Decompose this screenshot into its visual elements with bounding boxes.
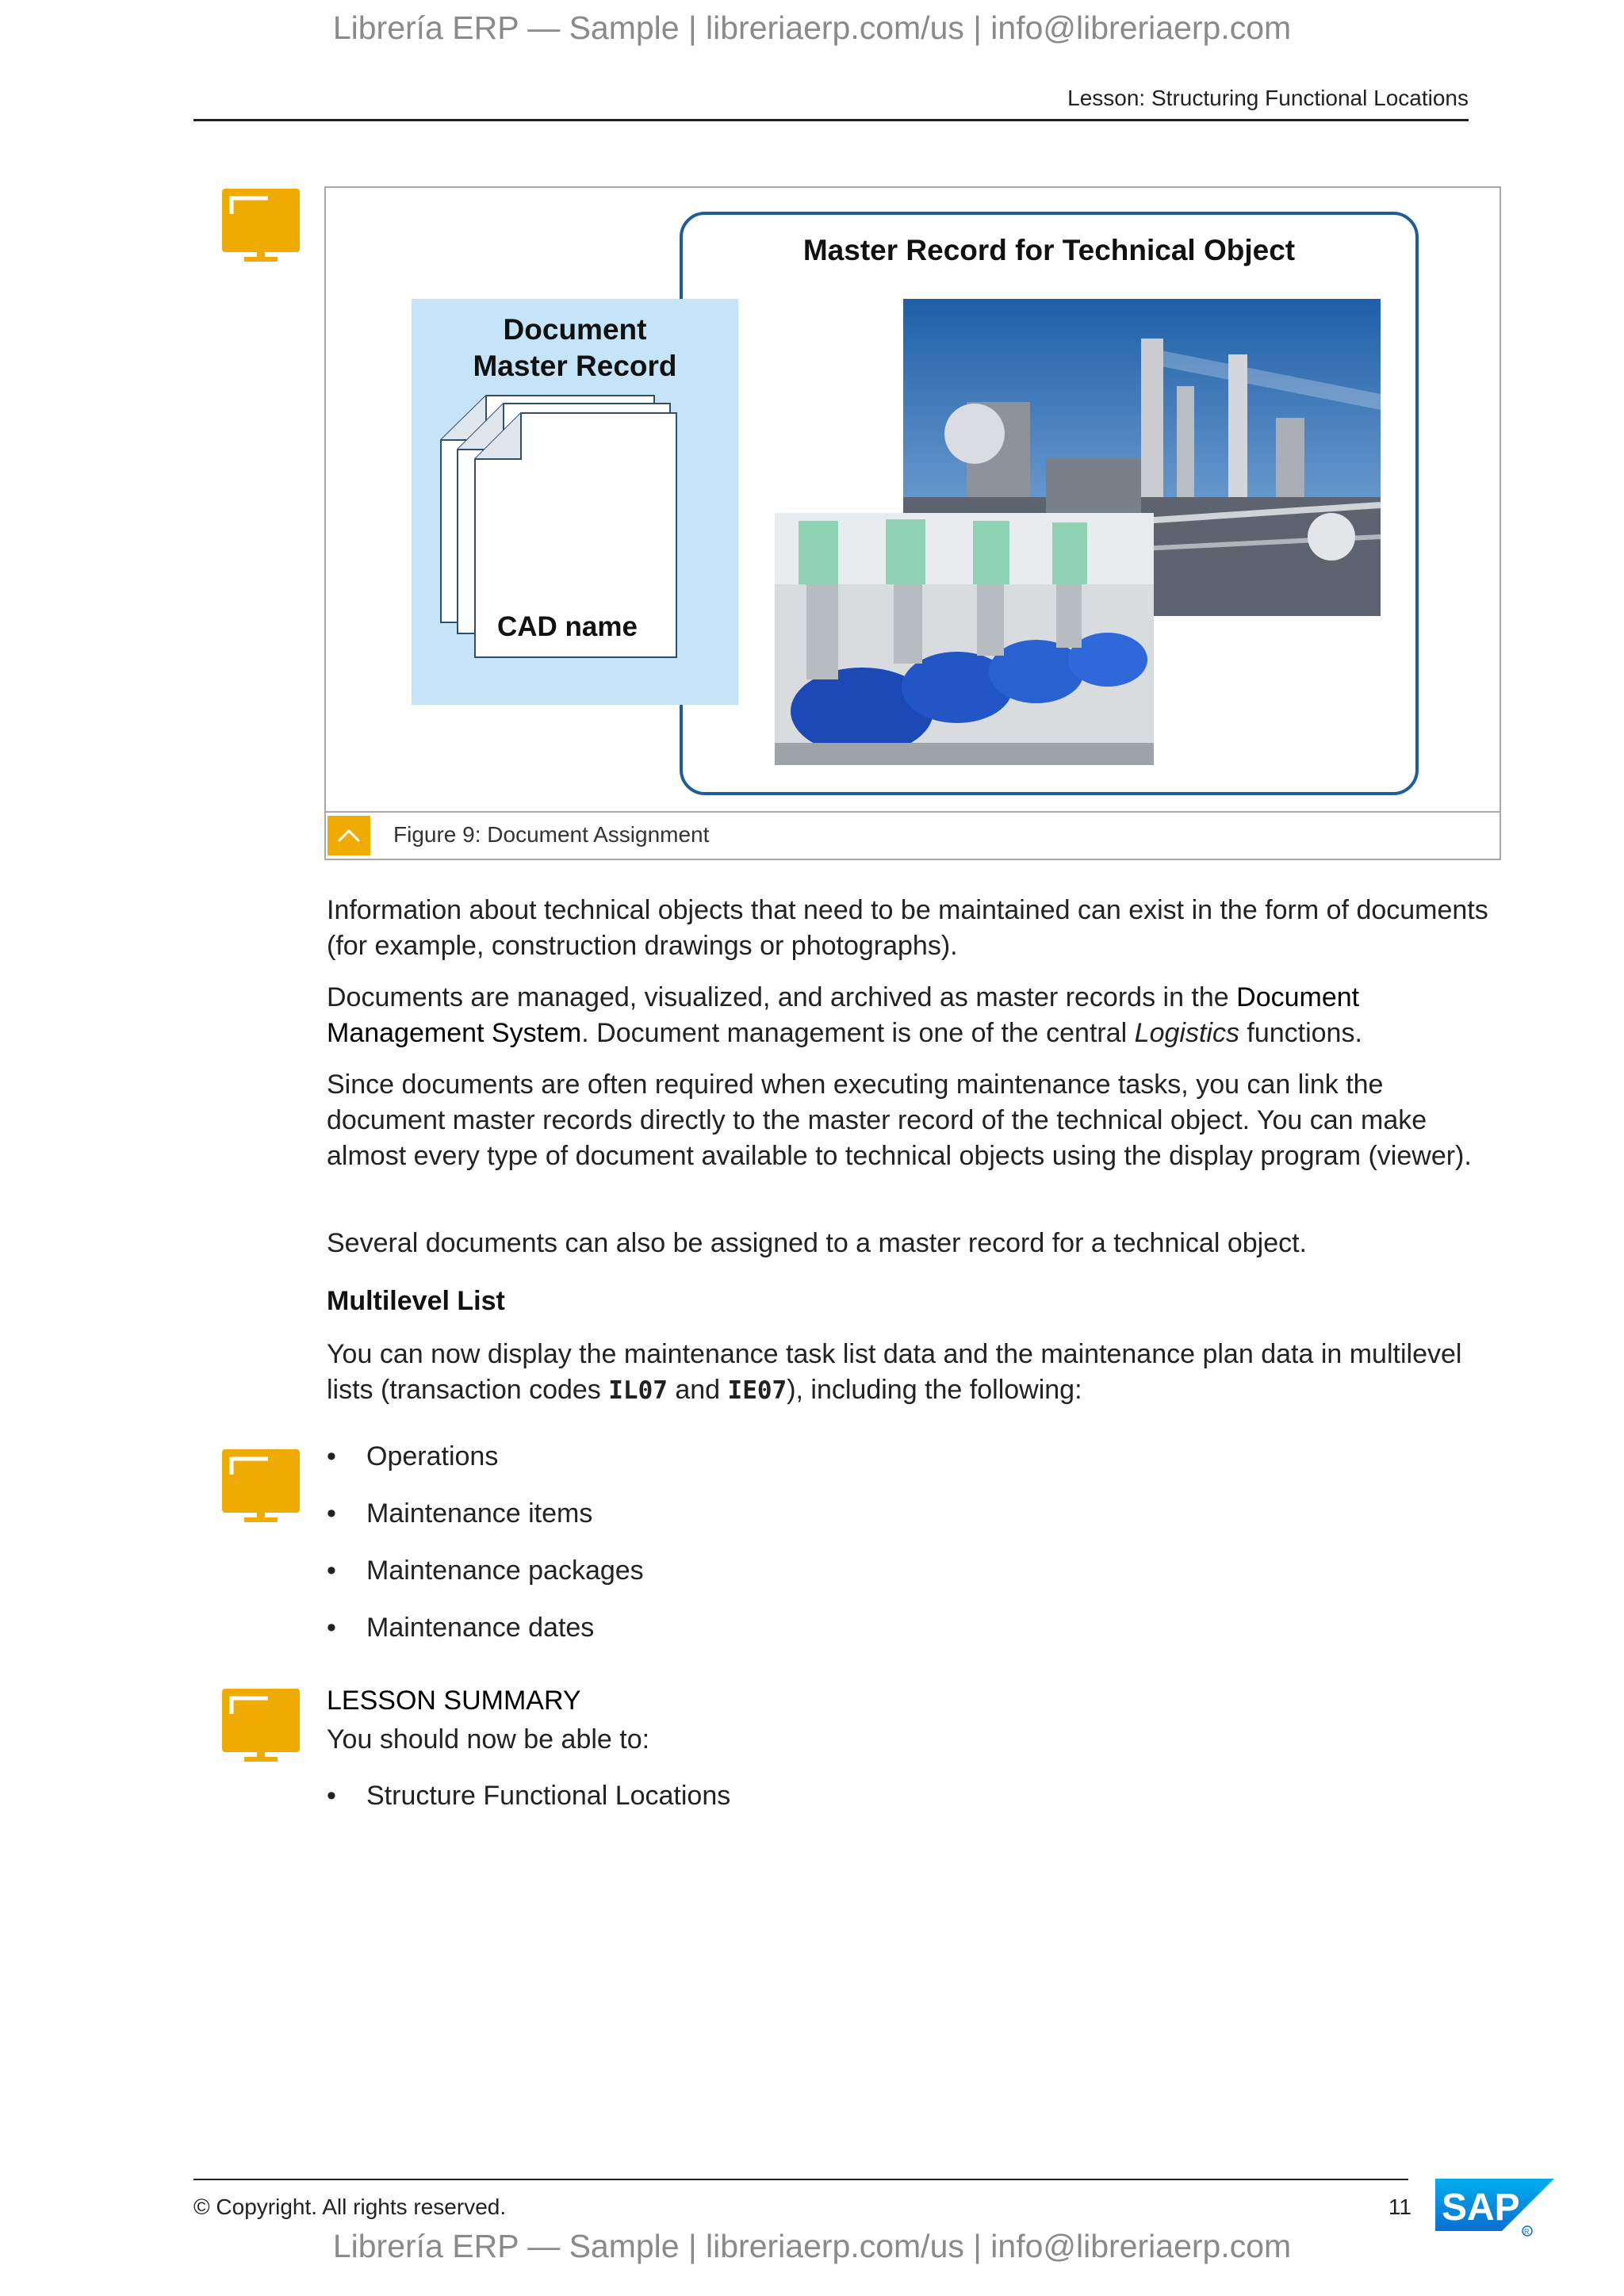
figure-caption-bar — [326, 811, 1500, 859]
collapse-figure-button[interactable] — [327, 816, 370, 855]
master-record-title: Master Record for Technical Object — [802, 234, 1296, 266]
paragraph-documents-intro: Information about technical objects that need to be maintained can exist in the form of documents (for example, construction drawings or photographs). — [327, 895, 1488, 961]
running-header: Lesson: Structuring Functional Locations — [1067, 86, 1469, 110]
presentation-monitor-icon — [222, 189, 300, 263]
bullet-icon: • — [327, 1613, 336, 1643]
list-item-label: Maintenance packages — [366, 1556, 644, 1586]
paragraph-document-management — [327, 980, 1500, 1051]
list-item-label: Structure Functional Locations — [366, 1781, 731, 1811]
bullet-icon: • — [327, 1556, 336, 1586]
lesson-summary-intro: You should now be able to: — [327, 1724, 650, 1755]
presentation-monitor-icon — [222, 1449, 300, 1524]
figure-caption: Figure 9: Document Assignment — [393, 822, 710, 847]
transaction-code-il07: IL07 — [608, 1376, 668, 1405]
document-master-record-panel — [412, 299, 738, 705]
footer-divider — [193, 2179, 1408, 2180]
lesson-summary-heading: LESSON SUMMARY — [327, 1686, 581, 1716]
document-management-system-term: Document Management System — [327, 982, 1360, 1048]
bullet-icon: • — [327, 1781, 336, 1811]
bullet-icon: • — [327, 1498, 336, 1529]
doc-title-line2: Master Record — [473, 350, 677, 382]
p2-text-c: . Document management is one of the central — [581, 1018, 1135, 1048]
p2-text-a: Documents are managed, visualized, and archived as master records in the — [327, 982, 1237, 1012]
p2-text-e: functions. — [1239, 1018, 1362, 1048]
list-item-label: Operations — [366, 1441, 499, 1471]
page-number: 11 — [1388, 2195, 1411, 2219]
multilevel-text-c: ), including the following: — [787, 1375, 1082, 1405]
multilevel-text-a: You can now display the maintenance task list data and the maintenance plan data in multilevel lists (transaction codes — [327, 1339, 1462, 1405]
figure-document-assignment — [324, 186, 1501, 860]
header-divider — [193, 119, 1469, 121]
pumps-photo — [775, 513, 1154, 765]
multilevel-text-b: and — [667, 1375, 728, 1405]
watermark-top: Librería ERP — Sample | libreriaerp.com/us | info@libreriaerp.com — [332, 10, 1292, 46]
logistics-term: Logistics — [1134, 1018, 1239, 1048]
list-item-label: Maintenance items — [366, 1498, 593, 1529]
doc-title-line1: Document — [503, 313, 647, 346]
watermark-bottom: Librería ERP — Sample | libreriaerp.com/us | info@libreriaerp.com — [332, 2228, 1292, 2264]
bullet-icon: • — [327, 1441, 336, 1471]
copyright-notice: © Copyright. All rights reserved. — [193, 2195, 507, 2219]
paragraph-link-documents: Since documents are often required when executing maintenance tasks, you can link the document master records directly to the master record of the technical object. You can make almost every type of document available to technical objects using the display program (viewer). — [327, 1070, 1472, 1171]
cad-name-label: CAD name — [497, 611, 638, 642]
multilevel-list-heading: Multilevel List — [327, 1286, 505, 1316]
paragraph-several-documents: Several documents can also be assigned to a master record for a technical object. — [327, 1228, 1308, 1258]
list-item-label: Maintenance dates — [366, 1613, 595, 1643]
presentation-monitor-icon — [222, 1689, 300, 1763]
paragraph-multilevel-lists — [327, 1337, 1500, 1409]
svg-text:R: R — [1524, 2228, 1530, 2236]
transaction-code-ie07: IE07 — [727, 1376, 787, 1405]
sap-logo-text: SAP — [1442, 2187, 1520, 2229]
document-master-record-title — [412, 312, 738, 385]
chevron-up-icon — [327, 816, 370, 855]
